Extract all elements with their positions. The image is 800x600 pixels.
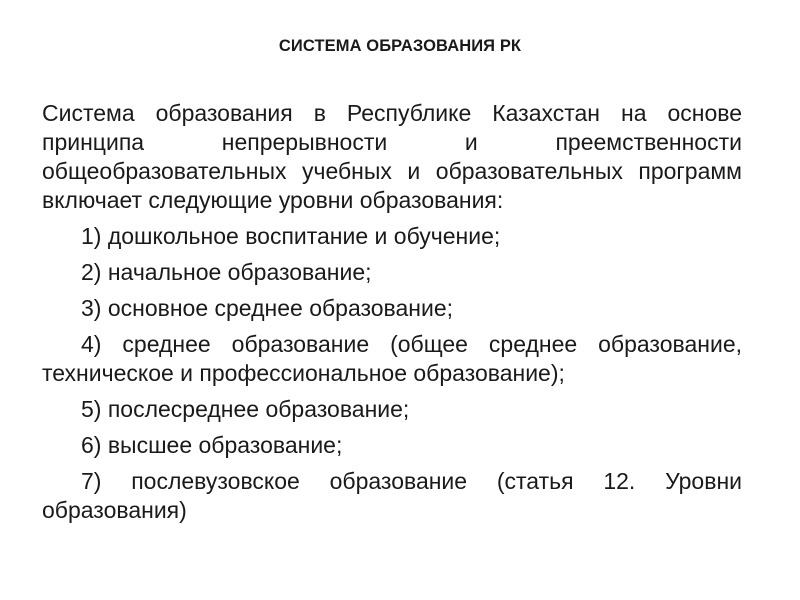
list-item-preschool: 1) дошкольное воспитание и обучение; [81,223,501,249]
slide-title: СИСТЕМА ОБРАЗОВАНИЯ РК [278,37,522,55]
slide-body [42,99,742,525]
list-item-primary: 2) начальное образование; [81,259,372,285]
intro-paragraph: Система образования в Республике Казахстан на основе принципа непрерывности и преемственности общеобразовательных учебных и образовательных программ включает следующие уровни образования: [42,100,742,213]
list-item-postgraduate: 7) послевузовское образование (статья 12. Уровни образования) [42,468,742,523]
list-item-secondary: 4) среднее образование (общее среднее образование, техническое и профессиональное образование); [42,331,742,386]
list-item-post-secondary: 5) послесреднее образование; [81,396,410,422]
list-item-higher: 6) высшее образование; [81,432,343,458]
list-item-basic-secondary: 3) основное среднее образование; [81,295,454,321]
